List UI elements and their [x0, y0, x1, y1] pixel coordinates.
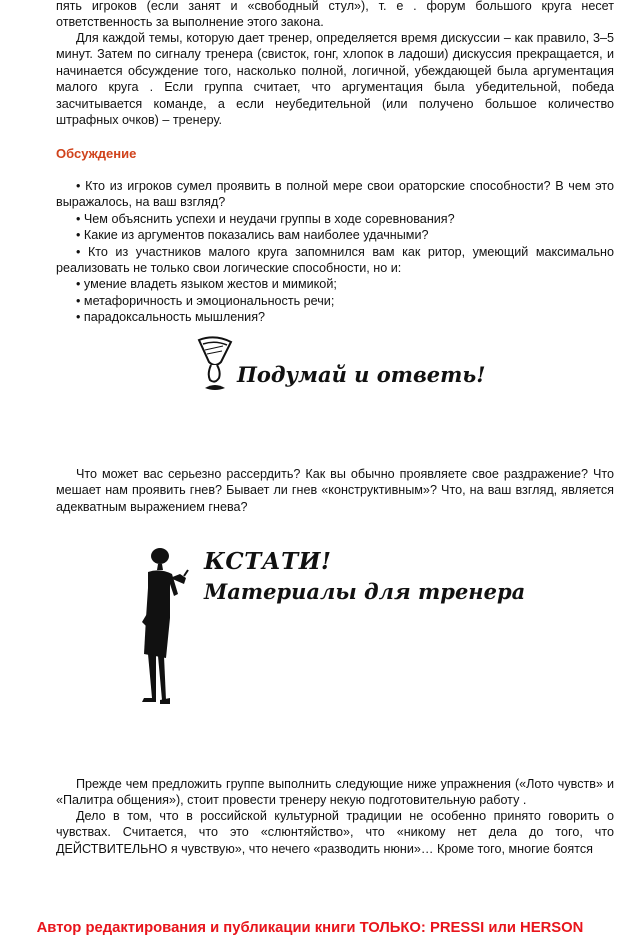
bottom-paragraph-1: Прежде чем предложить группе выполнить следующие ниже упражнения («Лото чувств» и «Палитра общения»), стоит провести тренеру некую подготовительную работу .: [56, 777, 614, 808]
list-item: • парадоксальность мышления?: [76, 310, 266, 325]
kstati-banner: [140, 548, 560, 718]
question-paragraph: Что может вас серьезно рассердить? Как вы обычно проявляете свое раздражение? Что мешает нам проявить гнев? Бывает ли гнев «конструктивным»? Что, на ваш взгляд, является адекватным выражением гнева?: [56, 467, 614, 514]
kstati-title: КСТАТИ!: [204, 548, 332, 575]
top-paragraph-1: пять игроков (если занят и «свободный стул»), т. е . форум большого круга несет ответственность за выполнение этого закона.: [56, 0, 614, 30]
goblet-icon: [195, 332, 235, 396]
list-item: • Кто из участников малого круга запомнился вам как ритор, умеющий максимально реализовать не только свои логические способности, но и:: [56, 244, 614, 276]
think-banner-text: Подумай и ответь!: [237, 362, 486, 387]
bottom-paragraph-2: Дело в том, что в российской культурной традиции не особенно принято говорить о чувствах. Считается, что это «слюнтяйство», что «никому нет дела до того, что ДЕЙСТВИТЕЛЬНО я чувствую», что нечего «разводить нюни»… Кроме того, многие боятся: [56, 809, 614, 856]
discussion-list: [56, 178, 614, 326]
list-item: • Какие из аргументов показались вам наиболее удачными?: [76, 228, 429, 243]
list-item: • метафоричность и эмоциональность речи;: [76, 293, 335, 308]
top-paragraph-2: Для каждой темы, которую дает тренер, определяется время дискуссии – как правило, 3–5 минут. Затем по сигналу тренера (свисток, гонг, хлопок в ладоши) дискуссия прекращается, и начинается обсуждение того, насколько полной, логичной, убеждающей была аргументация малого круга . Если группа считает, что аргументация была убедительной, победа засчитывается команде, а если неубедительной (или получено большое количество штрафных очков) – тренеру.: [56, 31, 614, 128]
list-item: • умение владеть языком жестов и мимикой;: [76, 277, 337, 292]
think-banner: [195, 332, 495, 396]
list-item: • Кто из игроков сумел проявить в полной мере свои ораторские способности? В чем это выражалось, на ваш взгляд?: [56, 179, 614, 210]
list-item: • Чем объяснить успехи и неудачи группы в ходе соревнования?: [76, 211, 455, 226]
section-heading-discussion: Обсуждение: [56, 146, 137, 161]
woman-silhouette-icon: [140, 548, 200, 708]
publisher-footer: Автор редактирования и публикации книги ТОЛЬКО: PRESSI или HERSON: [36, 920, 584, 936]
kstati-subtitle: Материалы для тренера: [204, 579, 526, 604]
